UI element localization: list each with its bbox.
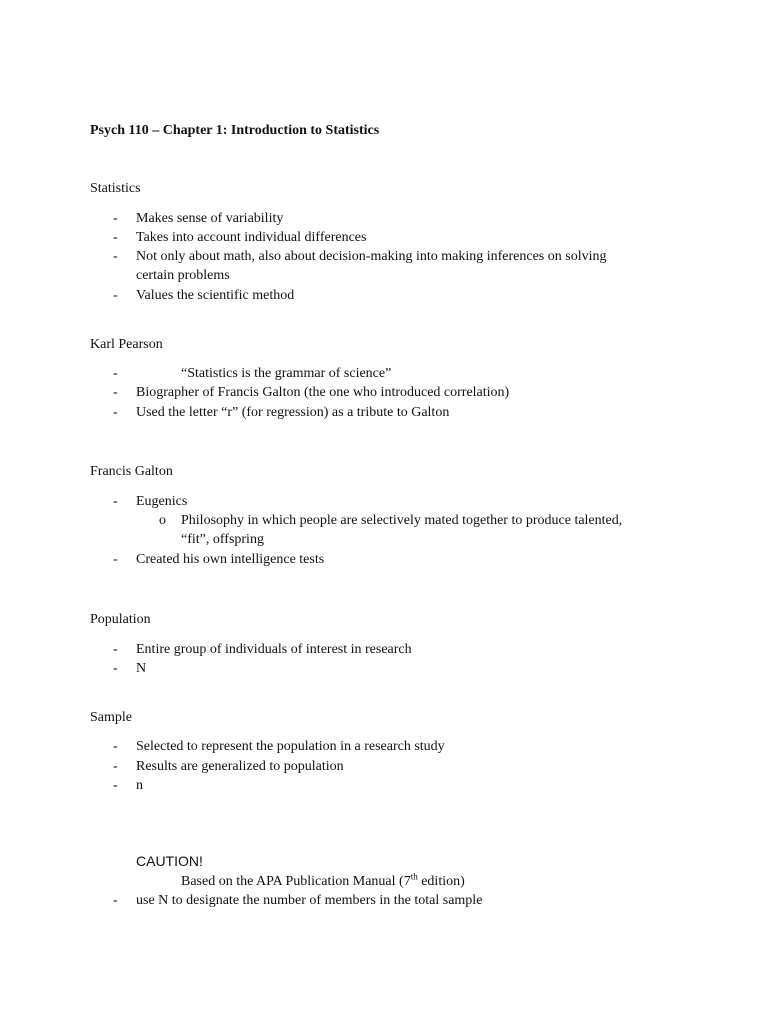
list-item: Biographer of Francis Galton (the one who introduced correlation)	[136, 385, 510, 400]
ordinal-suffix: th	[410, 871, 418, 882]
dash-marker: -	[113, 552, 118, 567]
list-item: Used the letter “r” (for regression) as a tribute to Galton	[136, 405, 450, 420]
list-item: Values the scientific method	[136, 288, 295, 303]
dash-marker: -	[113, 642, 118, 657]
dash-marker: -	[113, 211, 118, 226]
list-item-continuation: certain problems	[136, 268, 230, 283]
dash-marker: -	[113, 739, 118, 754]
list-item: Not only about math, also about decision-making into making inferences on solving	[136, 249, 607, 264]
heading-population: Population	[90, 612, 151, 627]
dash-marker: -	[113, 661, 118, 676]
heading-francis-galton: Francis Galton	[90, 464, 173, 479]
heading-statistics: Statistics	[90, 181, 141, 196]
dash-marker: -	[113, 778, 118, 793]
list-item: Takes into account individual differences	[136, 230, 367, 245]
dash-marker: -	[113, 405, 118, 420]
apa-note	[181, 872, 465, 891]
apa-note-text: Based on the APA Publication Manual (7	[181, 874, 411, 889]
list-item: Created his own intelligence tests	[136, 552, 325, 567]
dash-marker: -	[113, 288, 118, 303]
list-item: N	[136, 661, 147, 676]
dash-marker: -	[113, 249, 118, 264]
heading-sample: Sample	[90, 710, 132, 725]
list-item: Makes sense of variability	[136, 211, 284, 226]
list-item: use N to designate the number of members in the total sample	[136, 893, 483, 908]
dash-marker: -	[113, 230, 118, 245]
list-item: Entire group of individuals of interest in research	[136, 642, 412, 657]
list-item: Selected to represent the population in a research study	[136, 739, 445, 754]
caution-label: CAUTION!	[136, 853, 203, 869]
list-item: Results are generalized to population	[136, 759, 344, 774]
heading-karl-pearson: Karl Pearson	[90, 337, 163, 352]
quote-item: “Statistics is the grammar of science”	[181, 366, 392, 381]
sub-bullet-marker: o	[159, 513, 166, 528]
sub-list-item-continuation: “fit”, offspring	[181, 532, 264, 547]
dash-marker: -	[113, 893, 118, 908]
sub-list-item: Philosophy in which people are selectively mated together to produce talented,	[181, 513, 623, 528]
dash-marker: -	[113, 366, 118, 381]
page-title: Psych 110 – Chapter 1: Introduction to Statistics	[90, 123, 380, 138]
list-item: Eugenics	[136, 494, 188, 509]
list-item: n	[136, 778, 143, 793]
apa-note-text-end: edition)	[417, 874, 465, 889]
dash-marker: -	[113, 759, 118, 774]
dash-marker: -	[113, 385, 118, 400]
dash-marker: -	[113, 494, 118, 509]
